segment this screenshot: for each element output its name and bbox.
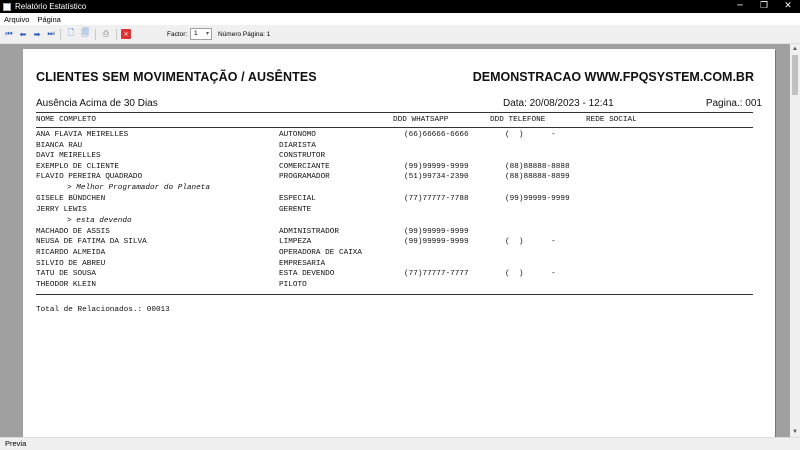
factor-value: 1 [194, 30, 198, 37]
toolbar [0, 25, 800, 44]
page-number-label: Número Página: 1 [218, 31, 271, 38]
factor-label: Factor: [167, 31, 188, 38]
cell-name: BIANCA RAU [36, 142, 83, 150]
table-row [23, 163, 775, 173]
cell-telefone: ( ) - [505, 238, 556, 246]
cell-occupation: GERENTE [279, 206, 312, 214]
cell-whatsapp: (77)77777-7777 [404, 270, 469, 278]
status-bar [0, 437, 800, 450]
scroll-down-icon[interactable]: ▼ [792, 429, 798, 435]
first-page-icon[interactable]: ⏮ [5, 29, 13, 38]
cell-occupation: CONSTRUTOR [279, 152, 326, 160]
cell-name: MACHADO DE ASSIS [36, 228, 110, 236]
row-note: > esta devendo [67, 217, 132, 225]
table-row [23, 152, 775, 162]
col-telefone: DDD TELEFONE [490, 116, 546, 124]
window-close-icon[interactable]: ✕ [784, 1, 792, 11]
column-headers [23, 116, 775, 126]
two-page-icon[interactable]: 🗐 [81, 28, 89, 37]
app-icon [3, 3, 11, 11]
col-whatsapp: DDD WHATSAPP [393, 116, 449, 124]
title-bar [0, 0, 800, 13]
status-text: Previa [5, 439, 27, 448]
column-rule [36, 127, 753, 128]
cell-whatsapp: (77)77777-7788 [404, 195, 469, 203]
scroll-thumb[interactable] [792, 55, 798, 95]
cell-name: RICARDO ALMEIDA [36, 249, 106, 257]
table-row [23, 270, 775, 280]
window-controls [728, 0, 800, 13]
cell-telefone: ( ) - [505, 270, 556, 278]
footer-rule [36, 294, 753, 295]
menu-bar [0, 13, 800, 25]
cell-name: FLAVIO PEREIRA QUADRADO [36, 173, 143, 181]
factor-select[interactable] [190, 28, 212, 40]
table-row [23, 206, 775, 216]
print-icon[interactable]: ⎙ [102, 29, 110, 38]
cell-occupation: OPERADORA DE CAIXA [279, 249, 363, 257]
cell-whatsapp: (99)99999-9999 [404, 238, 469, 246]
cell-occupation: ESTA DEVENDO [279, 270, 335, 278]
table-row [23, 131, 775, 141]
table-row [23, 228, 775, 238]
toolbar-separator [116, 29, 117, 40]
table-row [23, 195, 775, 205]
cell-name: DAVI MEIRELLES [36, 152, 101, 160]
cell-telefone: (88)88888-8899 [505, 173, 570, 181]
cell-occupation: COMERCIANTE [279, 163, 330, 171]
table-row [23, 249, 775, 259]
cell-whatsapp: (51)99734-2390 [404, 173, 469, 181]
cell-name: TATU DE SOUSA [36, 270, 96, 278]
menu-arquivo[interactable]: Arquivo [4, 14, 30, 24]
table-row [23, 173, 775, 183]
cell-whatsapp: (99)99999-9999 [404, 163, 469, 171]
table-row [23, 238, 775, 248]
cell-occupation: ESPECIAL [279, 195, 316, 203]
cell-whatsapp: (66)66666-6666 [404, 131, 469, 139]
preview-area [0, 44, 790, 437]
cell-occupation: PILOTO [279, 281, 307, 289]
col-rede-social: REDE SOCIAL [586, 116, 637, 124]
col-name: NOME COMPLETO [36, 116, 96, 124]
row-note: > Melhor Programador do Planeta [67, 184, 211, 192]
cell-occupation: LIMPEZA [279, 238, 312, 246]
cell-occupation: ADMINISTRADOR [279, 228, 339, 236]
table-row [23, 281, 775, 291]
cell-occupation: EMPRESARIA [279, 260, 326, 268]
menu-pagina[interactable]: Página [37, 14, 61, 24]
report-page [23, 49, 775, 437]
page-view-icon[interactable]: 🗋 [67, 28, 75, 37]
cell-name: SILVIO DE ABREU [36, 260, 106, 268]
next-page-icon[interactable]: ➡ [33, 29, 41, 39]
report-title: CLIENTES SEM MOVIMENTAÇÃO / AUSÊNTES [36, 70, 317, 84]
cell-name: JERRY LEWIS [36, 206, 87, 214]
cell-name: GISELE BÜNDCHEN [36, 195, 106, 203]
cell-occupation: PROGRAMADOR [279, 173, 330, 181]
report-page-number: Pagina.: 001 [705, 98, 762, 109]
toolbar-separator [95, 29, 96, 40]
cell-name: THEODOR KLEIN [36, 281, 96, 289]
vertical-scrollbar[interactable] [790, 44, 800, 437]
report-subtitle: Ausência Acima de 30 Dias [36, 98, 158, 109]
total-count: Total de Relacionados.: 00013 [36, 306, 170, 314]
minimize-icon[interactable]: ─ [737, 1, 743, 11]
table-row [23, 260, 775, 270]
last-page-icon[interactable]: ⏭ [47, 29, 55, 38]
report-date: Data: 20/08/2023 - 12:41 [503, 98, 614, 109]
close-icon[interactable]: ✕ [121, 29, 131, 39]
table-row [23, 142, 775, 152]
toolbar-separator [60, 29, 61, 40]
window-title: Relatório Estatístico [15, 2, 87, 11]
cell-telefone: (88)88888-8888 [505, 163, 570, 171]
chevron-down-icon: ▾ [205, 31, 209, 37]
cell-occupation: DIARISTA [279, 142, 316, 150]
prev-page-icon[interactable]: ⬅ [19, 29, 27, 39]
cell-telefone: (99)99999-9999 [505, 195, 570, 203]
cell-telefone: ( ) - [505, 131, 556, 139]
cell-name: EXEMPLO DE CLIENTE [36, 163, 120, 171]
scroll-up-icon[interactable]: ▲ [792, 46, 798, 52]
cell-name: NEUSA DE FATIMA DA SILVA [36, 238, 147, 246]
cell-name: ANA FLAVIA MEIRELLES [36, 131, 129, 139]
cell-occupation: AUTONOMO [279, 131, 316, 139]
report-site: DEMONSTRACAO WWW.FPQSYSTEM.COM.BR [472, 70, 754, 84]
cell-whatsapp: (99)99999-9999 [404, 228, 469, 236]
maximize-icon[interactable]: ❐ [759, 1, 769, 11]
header-rule [36, 112, 753, 113]
